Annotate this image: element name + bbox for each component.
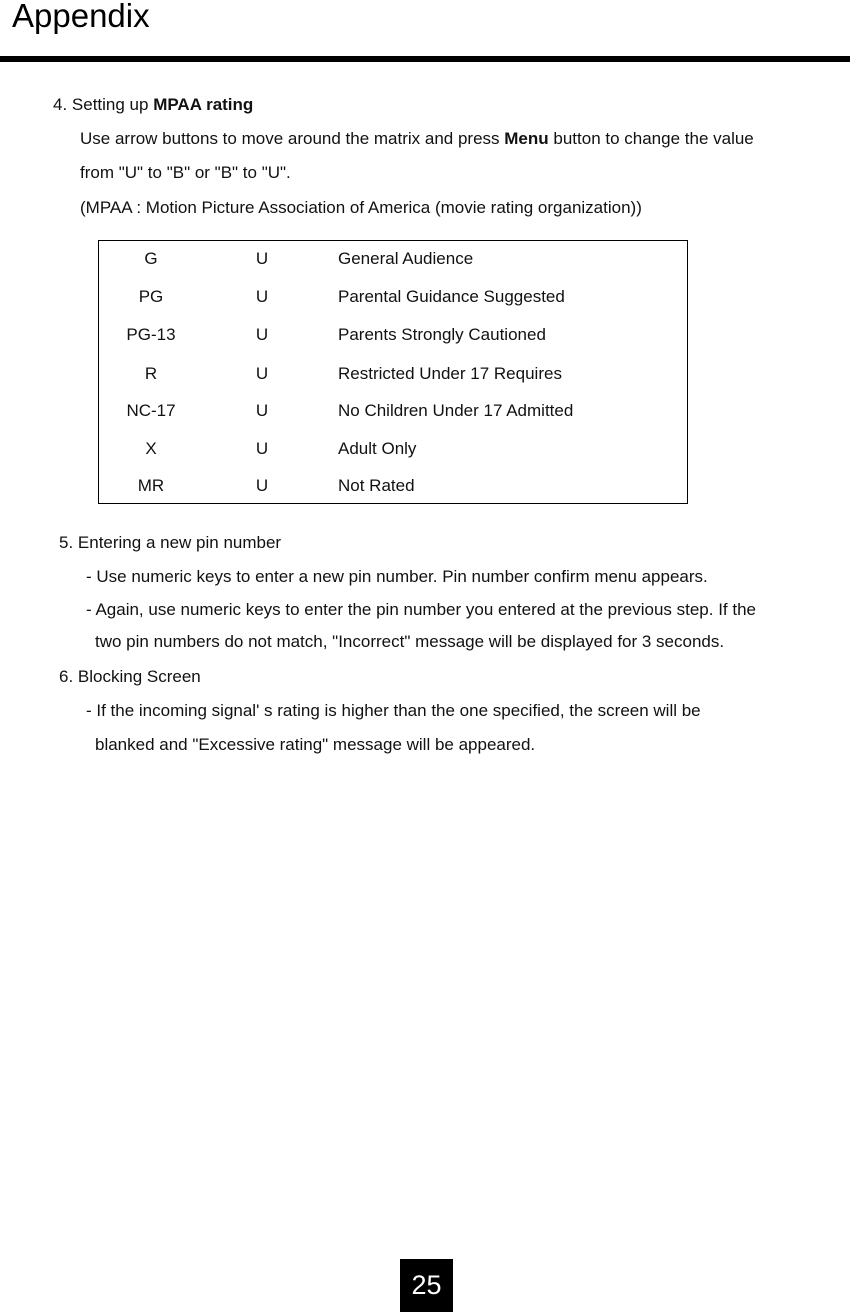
section-4-line-1 bbox=[80, 128, 754, 150]
menu-keyword: Menu bbox=[504, 129, 549, 148]
section-4-line-2: from "U" to "B" or "B" to "U". bbox=[80, 163, 291, 182]
rating-code: R bbox=[144, 364, 158, 383]
rating-value[interactable]: U bbox=[255, 287, 269, 306]
rating-code: PG bbox=[138, 287, 164, 306]
mpaa-rating-matrix bbox=[98, 240, 688, 504]
rating-value[interactable]: U bbox=[255, 364, 269, 383]
section-4-line-1-prefix: Use arrow buttons to move around the matrix and press bbox=[80, 129, 505, 148]
rating-value[interactable]: U bbox=[255, 439, 269, 458]
rating-row-pg[interactable] bbox=[99, 285, 687, 309]
section-5-heading: 5. Entering a new pin number bbox=[59, 533, 282, 552]
rating-description: Adult Only bbox=[338, 439, 417, 458]
section-5-bullet-1: - Use numeric keys to enter a new pin number. Pin number confirm menu appears. bbox=[86, 567, 708, 586]
rating-code: NC-17 bbox=[126, 401, 176, 420]
rating-value[interactable]: U bbox=[255, 401, 269, 420]
rating-description: General Audience bbox=[338, 249, 474, 268]
section-4-heading bbox=[53, 94, 253, 116]
rating-description: No Children Under 17 Admitted bbox=[338, 401, 574, 420]
rating-row-r[interactable] bbox=[99, 362, 687, 386]
page-number: 25 bbox=[400, 1259, 453, 1312]
section-4-line-3: (MPAA : Motion Picture Association of America (movie rating organization)) bbox=[80, 198, 642, 217]
rating-row-g[interactable] bbox=[99, 247, 687, 271]
section-4-heading-prefix: 4. Setting up bbox=[53, 95, 154, 114]
rating-description: Restricted Under 17 Requires bbox=[338, 364, 562, 383]
section-4-heading-bold: MPAA rating bbox=[153, 95, 254, 114]
section-4-line-1-suffix: button to change the value bbox=[548, 129, 754, 148]
rating-row-x[interactable] bbox=[99, 437, 687, 461]
rating-description: Parents Strongly Cautioned bbox=[338, 325, 546, 344]
rating-description: Parental Guidance Suggested bbox=[338, 287, 565, 306]
rating-row-mr[interactable] bbox=[99, 474, 687, 498]
rating-code: X bbox=[145, 439, 157, 458]
header-divider bbox=[0, 56, 850, 62]
section-6-bullet-1-line-2: blanked and "Excessive rating" message will be appeared. bbox=[95, 735, 536, 754]
section-6-bullet-1-line-1: - If the incoming signal' s rating is higher than the one specified, the screen will be bbox=[86, 701, 701, 720]
rating-value[interactable]: U bbox=[255, 325, 269, 344]
section-6-heading: 6. Blocking Screen bbox=[59, 667, 201, 686]
section-5-bullet-2-line-1: - Again, use numeric keys to enter the pin number you entered at the previous step. If the bbox=[86, 600, 756, 619]
section-5-bullet-2-line-2: two pin numbers do not match, "Incorrect" message will be displayed for 3 seconds. bbox=[95, 632, 725, 651]
rating-code: G bbox=[144, 249, 158, 268]
rating-description: Not Rated bbox=[338, 476, 415, 495]
rating-row-pg-13[interactable] bbox=[99, 323, 687, 347]
rating-value[interactable]: U bbox=[255, 476, 269, 495]
rating-code: PG-13 bbox=[126, 325, 176, 344]
rating-value[interactable]: U bbox=[255, 249, 269, 268]
rating-row-nc-17[interactable] bbox=[99, 399, 687, 423]
page-title: Appendix bbox=[12, 0, 150, 34]
rating-code: MR bbox=[137, 476, 165, 495]
